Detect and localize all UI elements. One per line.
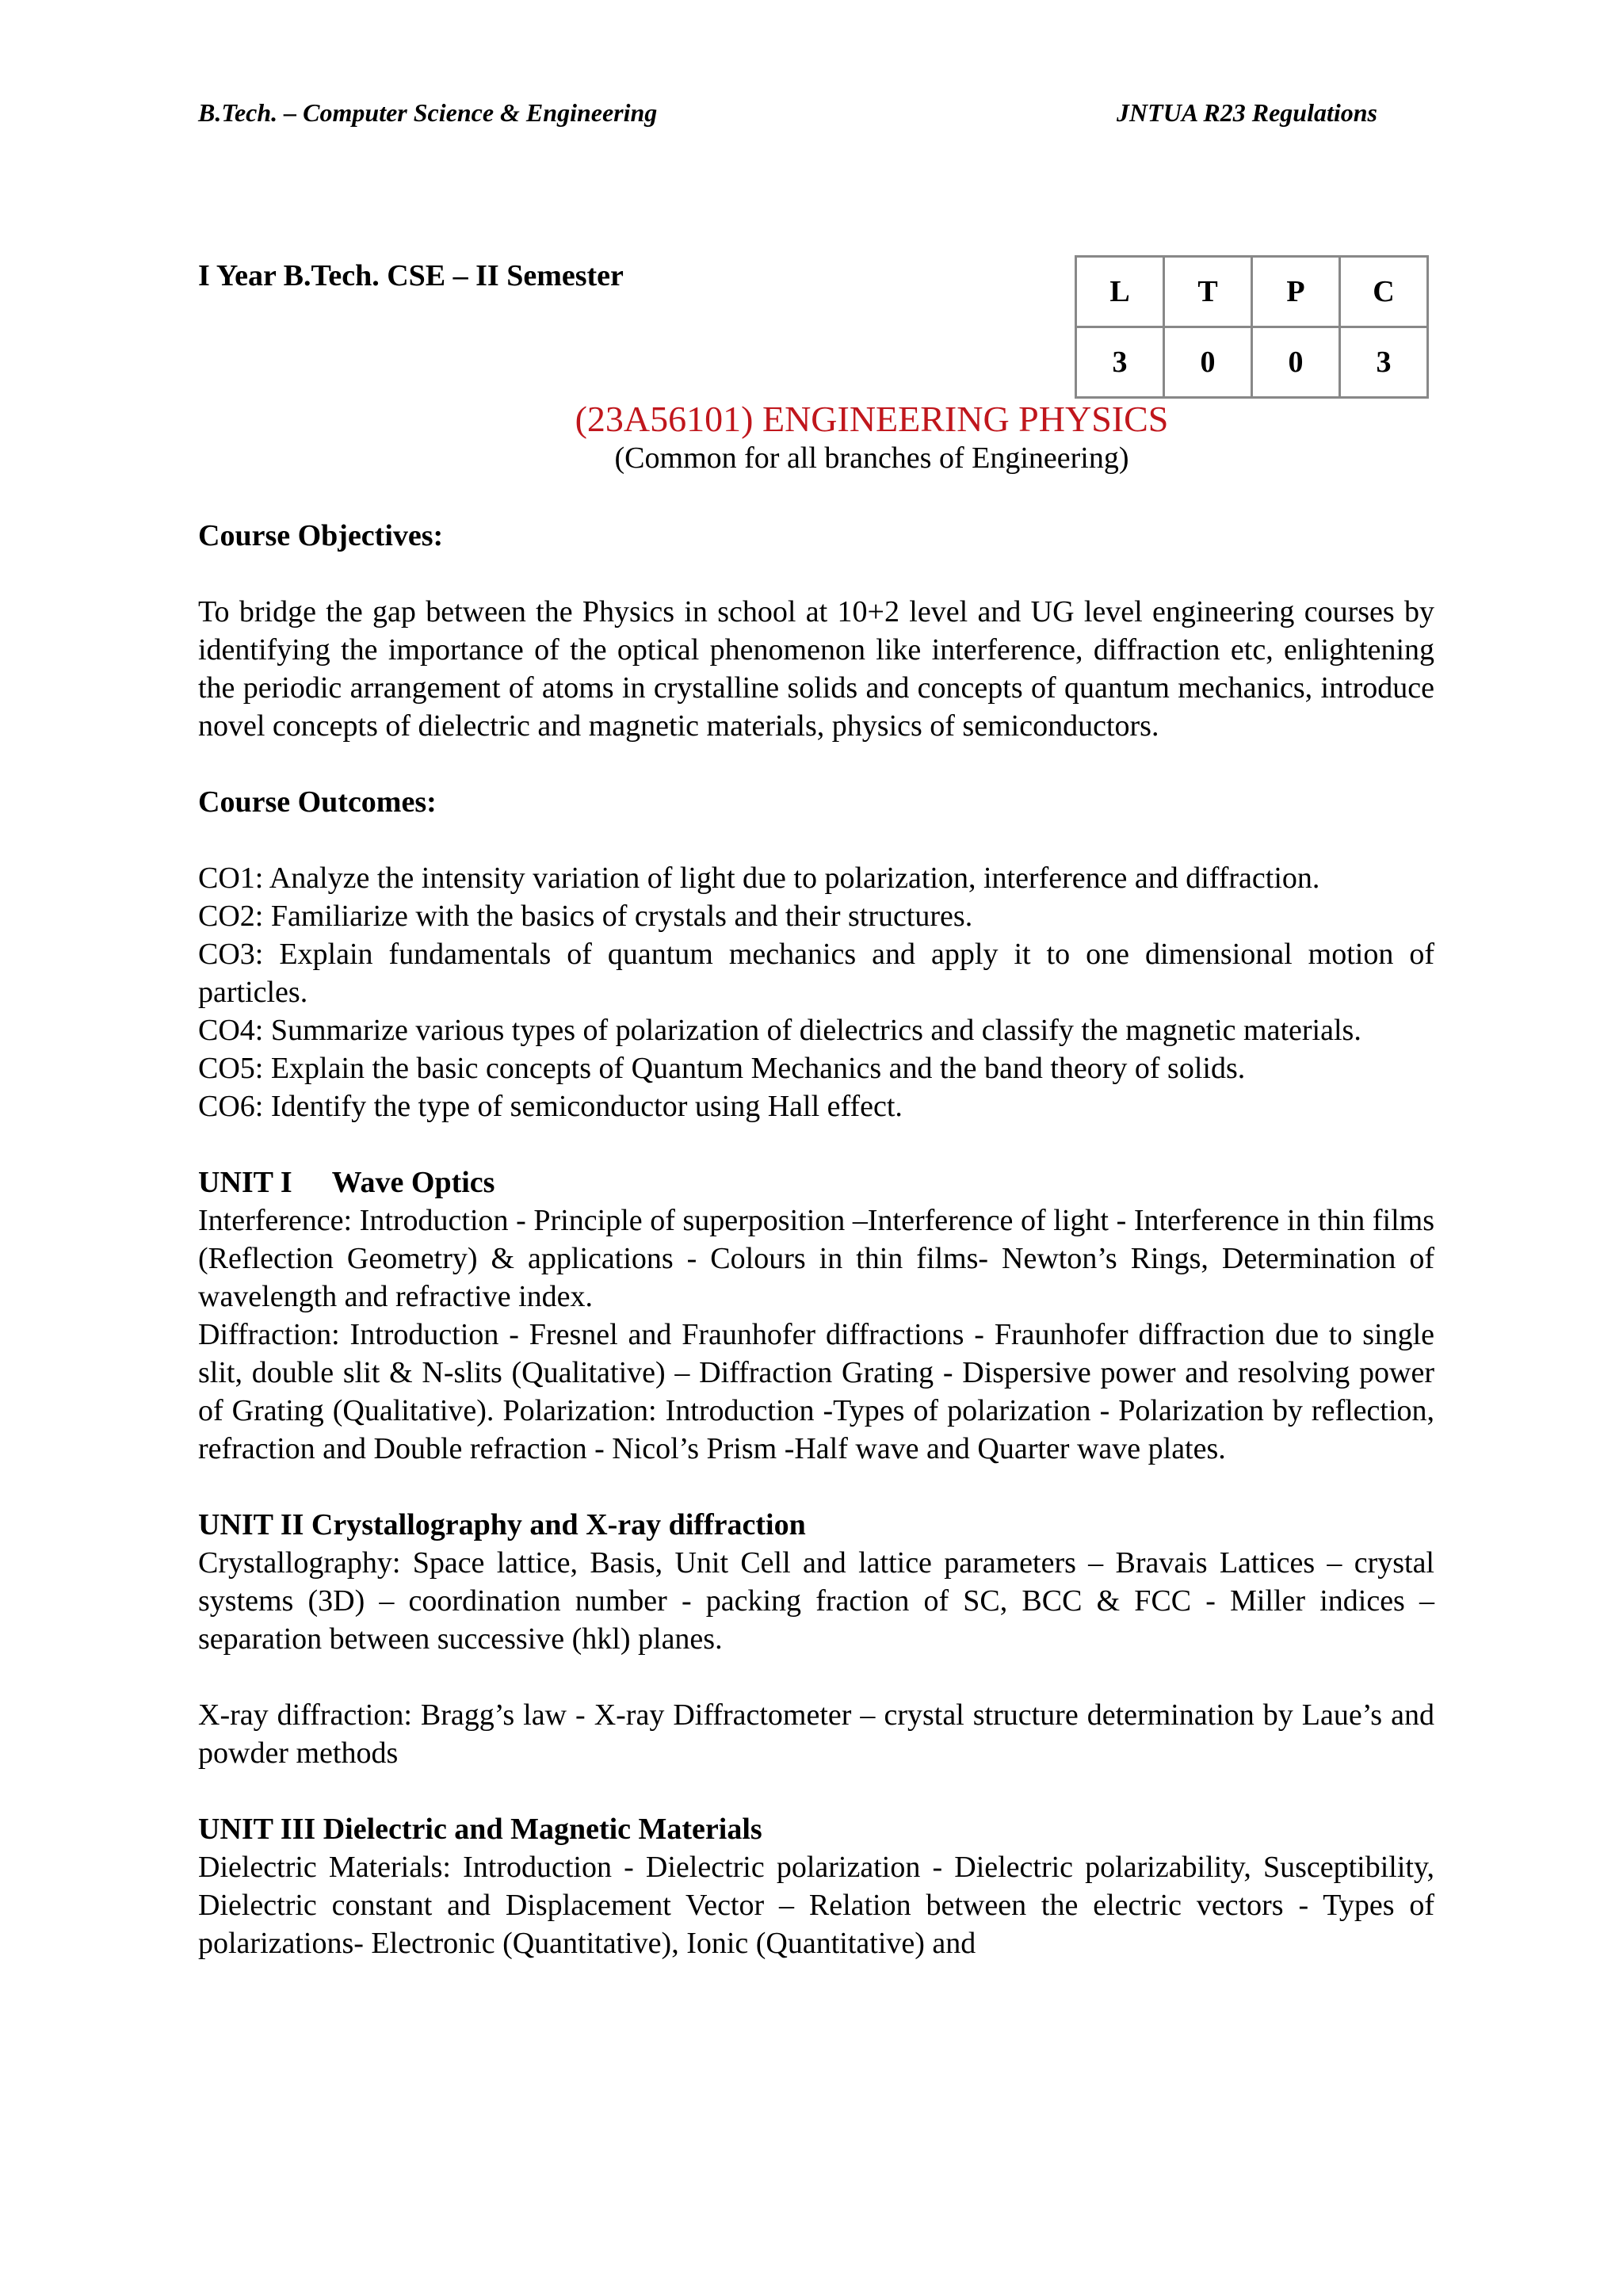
unit-1-heading xyxy=(198,1163,1434,1201)
credits-value-c: 3 xyxy=(1340,327,1428,398)
spacer xyxy=(198,821,1434,859)
course-title-row xyxy=(0,398,1623,440)
unit-2-label: UNIT II xyxy=(198,1508,304,1541)
outcome-co1: CO1: Analyze the intensity variation of light due to polarization, interference and diffraction. xyxy=(198,861,1320,895)
spacer xyxy=(198,1468,1434,1506)
unit-2-title: Crystallography and X-ray diffraction xyxy=(311,1508,806,1541)
credits-header-l: L xyxy=(1076,257,1164,327)
unit-3-heading xyxy=(198,1810,1434,1848)
unit-1-paragraph-1: Interference: Introduction - Principle of superposition –Interference of light - Interference in thin films (Reflection Geometry) & applications - Colours in thin films- Newton’s Rings, Determination of wavelength and refractive index. xyxy=(198,1204,1434,1313)
unit-3-paragraph-1: Dielectric Materials: Introduction - Dielectric polarization - Dielectric polarizability, Susceptibility, Dielectric constant and Displacement Vector – Relation between the electric vectors - Types of polarizations- Electronic (Quantitative), Ionic (Quantitative) and xyxy=(198,1851,1434,1960)
unit-2-heading xyxy=(198,1506,1434,1544)
spacer xyxy=(198,1658,1434,1696)
objectives-heading: Course Objectives: xyxy=(198,519,444,552)
credits-value-t: 0 xyxy=(1164,327,1252,398)
unit-2-paragraph-2: X-ray diffraction: Bragg’s law - X-ray Diffractometer – crystal structure determination by Laue’s and powder methods xyxy=(198,1698,1434,1770)
outcome-co2: CO2: Familiarize with the basics of crystals and their structures. xyxy=(198,900,973,933)
credits-value-row xyxy=(1076,327,1428,398)
credits-header-c: C xyxy=(1340,257,1428,327)
credits-value-p: 0 xyxy=(1252,327,1340,398)
semester-title: I Year B.Tech. CSE – II Semester xyxy=(198,259,624,292)
unit-1-paragraph-2: Diffraction: Introduction - Fresnel and Fraunhofer diffractions - Fraunhofer diffraction due to single slit, double slit & N-slits (Qualitative) – Diffraction Grating - Dispersive power and resolving power of Grating (Qualitative). Polarization: Introduction -Types of polarization - Polarization by reflection, refraction and Double refraction - Nicol’s Prism -Half wave and Quarter wave plates. xyxy=(198,1318,1434,1465)
unit-1-title: Wave Optics xyxy=(331,1166,495,1199)
outcomes-heading: Course Outcomes: xyxy=(198,785,437,819)
unit-3-label: UNIT III xyxy=(198,1813,316,1846)
unit-3-title: Dielectric and Magnetic Materials xyxy=(323,1813,762,1846)
spacer xyxy=(198,555,1434,593)
outcome-co6: CO6: Identify the type of semiconductor using Hall effect. xyxy=(198,1090,903,1123)
credits-header-row xyxy=(1076,257,1428,327)
spacer xyxy=(198,1125,1434,1163)
credits-header-p: P xyxy=(1252,257,1340,327)
header-regulations: JNTUA R23 Regulations xyxy=(1117,98,1377,127)
outcome-co3: CO3: Explain fundamentals of quantum mechanics and apply it to one dimensional motion of particles. xyxy=(198,938,1434,1009)
header-program: B.Tech. – Computer Science & Engineering xyxy=(198,98,658,127)
objectives-text: To bridge the gap between the Physics in school at 10+2 level and UG level engineering courses by identifying the importance of the optical phenomenon like interference, diffraction etc, enlightening the periodic arrangement of atoms in crystalline solids and concepts of quantum mechanics, introduce novel concepts of dielectric and magnetic materials, physics of semiconductors. xyxy=(198,595,1434,743)
course-subtitle-row xyxy=(0,441,1623,476)
spacer xyxy=(198,1772,1434,1810)
syllabus-body xyxy=(198,517,1434,1962)
spacer xyxy=(198,745,1434,783)
credits-value-l: 3 xyxy=(1076,327,1164,398)
outcome-co5: CO5: Explain the basic concepts of Quantum Mechanics and the band theory of solids. xyxy=(198,1052,1246,1085)
unit-1-label: UNIT I xyxy=(198,1166,292,1199)
unit-2-paragraph-1: Crystallography: Space lattice, Basis, Unit Cell and lattice parameters – Bravais Lattices – crystal systems (3D) – coordination number - packing fraction of SC, BCC & FCC - Miller indices – separation between successive (hkl) planes. xyxy=(198,1546,1434,1656)
outcome-co4: CO4: Summarize various types of polarization of dielectrics and classify the magnetic materials. xyxy=(198,1014,1361,1047)
credits-header-t: T xyxy=(1164,257,1252,327)
credits-table xyxy=(1075,255,1429,399)
course-title: (23A56101) ENGINEERING PHYSICS xyxy=(575,399,1169,439)
course-subtitle: (Common for all branches of Engineering) xyxy=(614,441,1129,475)
